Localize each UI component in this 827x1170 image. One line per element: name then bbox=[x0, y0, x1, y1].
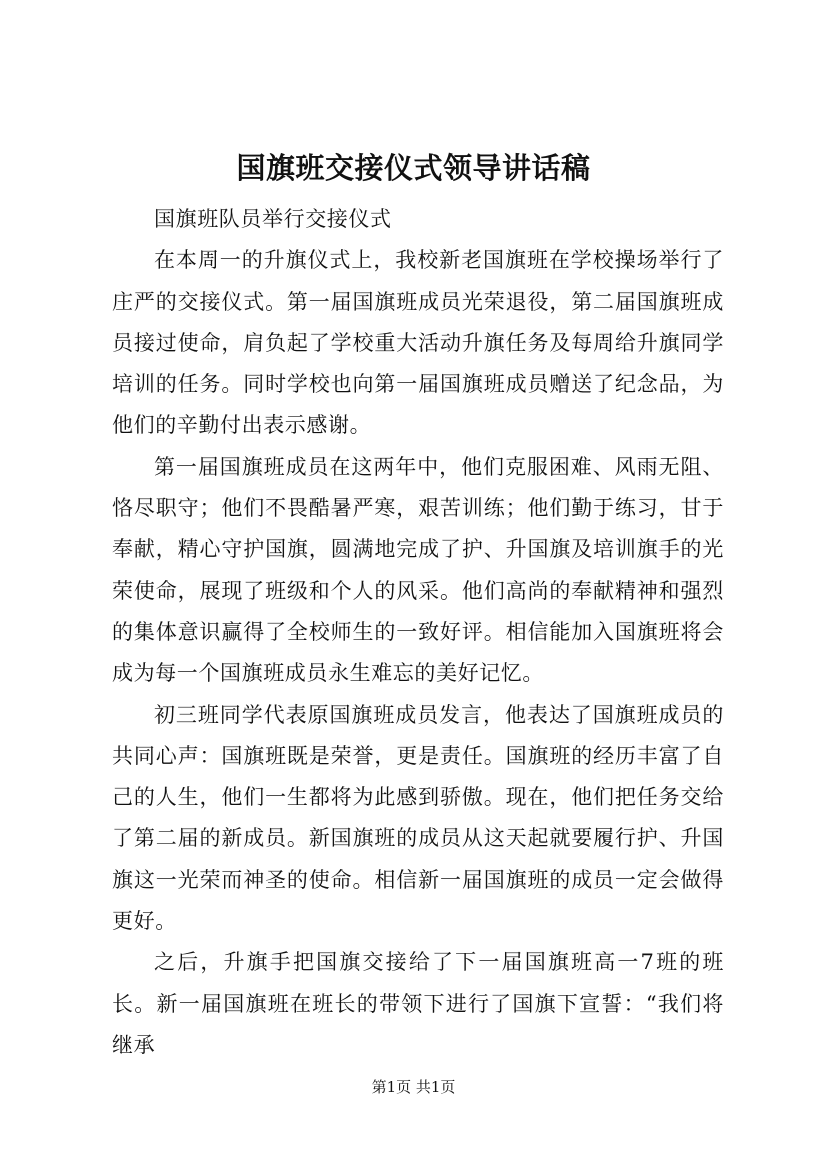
document-title: 国旗班交接仪式领导讲话稿 bbox=[236, 151, 591, 185]
page-footer: 第1页 共1页 bbox=[371, 1078, 456, 1096]
paragraph-subtitle: 国旗班队员举行交接仪式 bbox=[154, 207, 392, 231]
paragraph-2: 第一届国旗班成员在这两年中，他们克服困难、风雨无阻、恪尽职守；他们不畏酷暑严寒，艰苦训练；他们勤于练习，甘于奉献，精心守护国旗，圆满地完成了护、升国旗及培训旗手的光荣使命，展现了班级和个人的风采。他们高尚的奉献精神和强烈的集体意识赢得了全校师生的一致好评。相信能加入国旗班将会成为每一个国旗班成员永生难忘的美好记忆。 bbox=[112, 454, 724, 686]
document-body bbox=[112, 199, 724, 1066]
paragraph-3: 初三班同学代表原国旗班成员发言，他表达了国旗班成员的共同心声：国旗班既是荣誉，更是责任。国旗班的经历丰富了自己的人生，他们一生都将为此感到骄傲。现在，他们把任务交给了第二届的新成员。新国旗班的成员从这天起就要履行护、升国旗这一光荣而神圣的使命。相信新一届国旗班的成员一定会做得更好。 bbox=[112, 702, 724, 934]
paragraph-4: 之后，升旗手把国旗交接给了下一届国旗班高一7班的班长。新一届国旗班在班长的带领下进行了国旗下宣誓：“我们将继承 bbox=[112, 950, 724, 1057]
paragraph-1: 在本周一的升旗仪式上，我校新老国旗班在学校操场举行了庄严的交接仪式。第一届国旗班成员光荣退役，第二届国旗班成员接过使命，肩负起了学校重大活动升旗任务及每周给升旗同学培训的任务。同时学校也向第一届国旗班成员赠送了纪念品，为他们的辛勤付出表示感谢。 bbox=[112, 248, 724, 438]
